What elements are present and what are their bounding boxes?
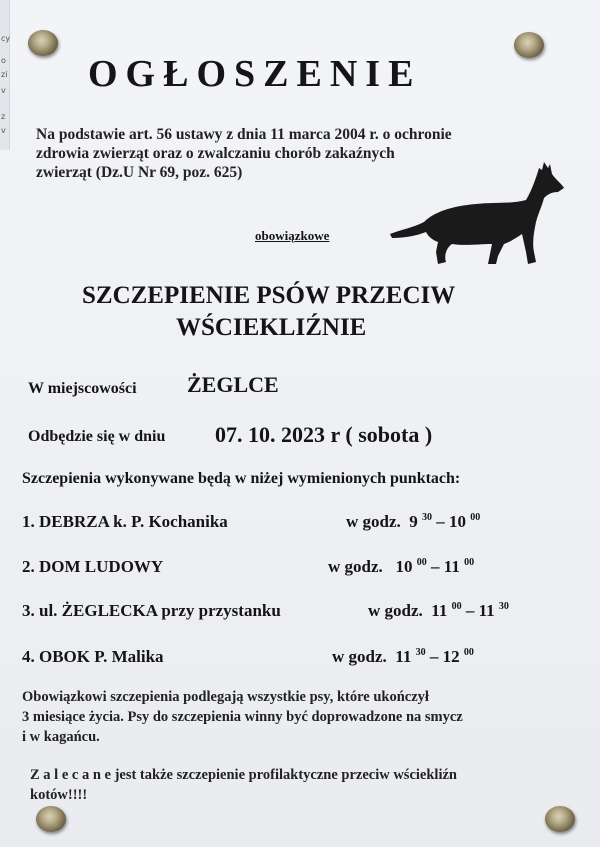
location-label: W miejscowości bbox=[28, 380, 137, 397]
notice-line: 3 miesiące życia. Psy do szczepienia winny być doprowadzone na smycz bbox=[22, 709, 463, 725]
notice-title: OGŁOSZENIE bbox=[88, 53, 422, 95]
recommendation-line: Z a l e c a n e jest także szczepienie profilaktyczne przeciw wściekliźn bbox=[30, 767, 457, 783]
edge-fragment: z bbox=[1, 112, 6, 121]
points-intro: Szczepienia wykonywane będą w niżej wymienionych punktach: bbox=[22, 470, 461, 487]
date-label: Odbędzie się w dniu bbox=[28, 428, 166, 445]
date-value: 07. 10. 2023 r ( sobota ) bbox=[215, 422, 433, 447]
pushpin-bottom-right bbox=[545, 806, 575, 832]
edge-fragment: zi bbox=[1, 70, 8, 79]
adjacent-poster-edge bbox=[0, 0, 10, 150]
point-place: 4. OBOK P. Malika bbox=[22, 647, 164, 666]
pushpin-bottom-left bbox=[36, 806, 66, 832]
dog-silhouette-icon bbox=[386, 160, 566, 272]
legal-basis-line: zwierząt (Dz.U Nr 69, poz. 625) bbox=[36, 164, 243, 181]
notice-line: Obowiązkowi szczepienia podlegają wszystkie psy, które ukończył bbox=[22, 689, 429, 705]
point-time: w godz. 9 $^{30}$ – 10 $^{00}$ bbox=[346, 512, 481, 531]
heading-line: WŚCIEKLIŹNIE bbox=[176, 314, 367, 341]
point-time: w godz. 11 $^{30}$ – 12 $^{00}$ bbox=[332, 647, 474, 666]
pushpin-top-left bbox=[28, 30, 58, 56]
legal-basis-line: Na podstawie art. 56 ustawy z dnia 11 marca 2004 r. o ochronie bbox=[36, 126, 452, 143]
point-time: w godz. 10 $^{00}$ – 11 $^{00}$ bbox=[328, 557, 475, 576]
heading-line: SZCZEPIENIE PSÓW PRZECIW bbox=[82, 282, 456, 309]
point-place: 3. ul. ŻEGLECKA przy przystanku bbox=[22, 601, 281, 620]
point-place: 1. DEBRZA k. P. Kochanika bbox=[22, 512, 228, 531]
point-place: 2. DOM LUDOWY bbox=[22, 557, 164, 576]
edge-fragment: v bbox=[1, 126, 6, 135]
edge-fragment: v bbox=[1, 86, 6, 95]
notice-line: i w kagańcu. bbox=[22, 729, 100, 745]
legal-basis-line: zdrowia zwierząt oraz o zwalczaniu chorób zakaźnych bbox=[36, 145, 395, 162]
pushpin-top-right bbox=[514, 32, 544, 58]
recommendation-line: kotów!!!! bbox=[30, 787, 88, 803]
edge-fragment: o bbox=[1, 56, 6, 65]
edge-fragment: cy bbox=[1, 34, 11, 43]
point-time: w godz. 11 $^{00}$ – 11 $^{30}$ bbox=[368, 601, 509, 620]
location-value: ŻEGLCE bbox=[187, 372, 279, 397]
obligatory-label: obowiązkowe bbox=[255, 228, 330, 243]
